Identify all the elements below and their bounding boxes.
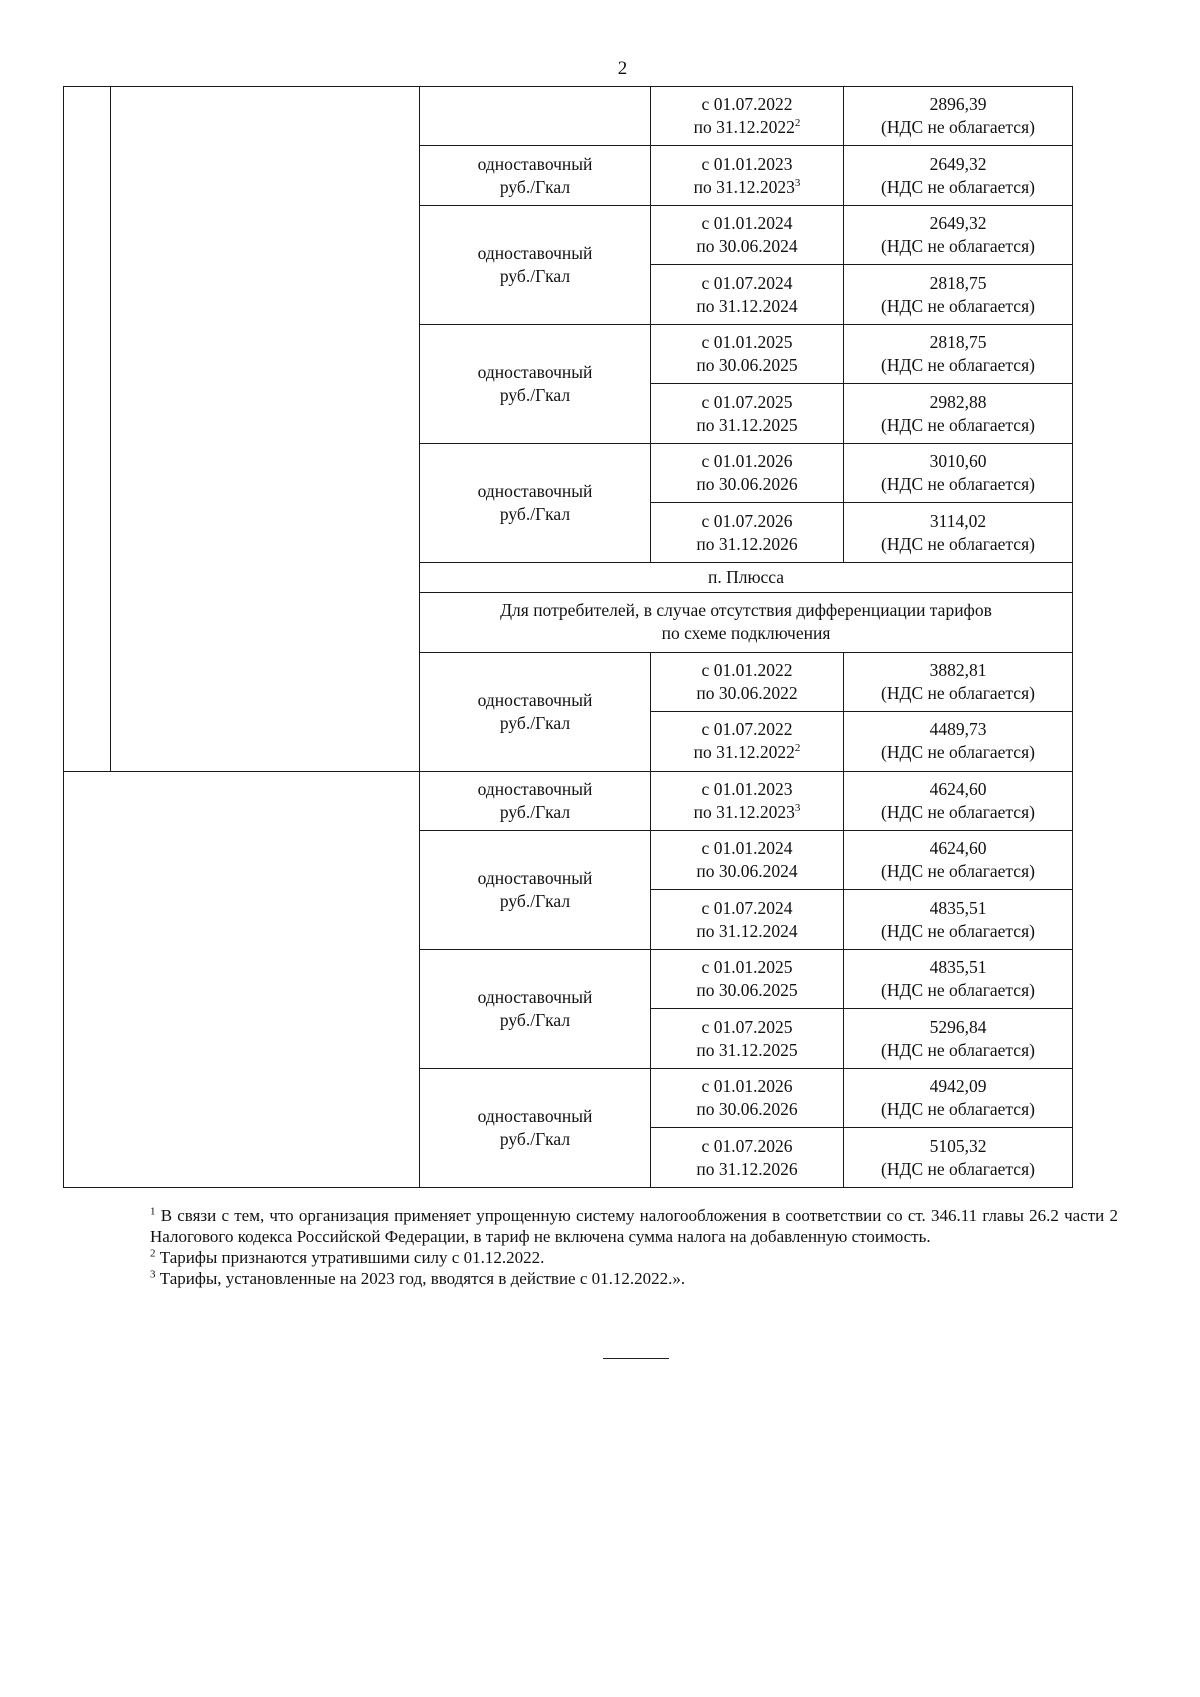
period-cell: с 01.07.2024 по 31.12.2024 xyxy=(651,890,844,949)
rate-type-cell: одноставочный руб./Гкал xyxy=(420,652,651,771)
tariff-value-cell: 4624,60 (НДС не облагается) xyxy=(844,830,1073,889)
period-cell: с 01.07.2024 по 31.12.2024 xyxy=(651,265,844,324)
tariff-value-cell: 2818,75 (НДС не облагается) xyxy=(844,265,1073,324)
footnote: $^2$ Тарифы признаются утратившими силу с 01.12.2022. xyxy=(150,1247,545,1267)
blank-column-b xyxy=(111,87,420,772)
rate-type-cell: одноставочный руб./Гкал xyxy=(420,324,651,443)
rate-type-cell: одноставочный руб./Гкал xyxy=(420,771,651,830)
period-cell: с 01.07.2025 по 31.12.2025 xyxy=(651,1009,844,1068)
tariff-value-cell: 5296,84 (НДС не облагается) xyxy=(844,1009,1073,1068)
period-cell: с 01.01.2023 по 31.12.2023$^3$ xyxy=(651,771,844,830)
table-row xyxy=(64,87,1073,146)
footnote: $^3$ Тарифы, установленные на 2023 год, вводятся в действие с 01.12.2022.». xyxy=(150,1268,686,1288)
tariff-value-cell: 2649,32 (НДС не облагается) xyxy=(844,146,1073,205)
tariff-value-cell: 4624,60 (НДС не облагается) xyxy=(844,771,1073,830)
rate-type-cell: одноставочный руб./Гкал xyxy=(420,949,651,1068)
section-title: п. Плюсса xyxy=(420,562,1073,592)
period-cell: с 01.01.2026 по 30.06.2026 xyxy=(651,1068,844,1127)
period-cell: с 01.07.2026 по 31.12.2026 xyxy=(651,1128,844,1188)
tariff-value-cell: 3010,60 (НДС не облагается) xyxy=(844,443,1073,502)
period-cell: с 01.07.2025 по 31.12.2025 xyxy=(651,384,844,443)
period-cell: с 01.01.2025 по 30.06.2025 xyxy=(651,324,844,383)
tariff-table xyxy=(63,86,1073,1188)
tariff-value-cell: 2982,88 (НДС не облагается) xyxy=(844,384,1073,443)
tariff-value-cell: 3114,02 (НДС не облагается) xyxy=(844,503,1073,562)
period-cell: с 01.07.2022 по 31.12.2022$^2$ xyxy=(651,712,844,771)
period-cell: с 01.01.2026 по 30.06.2026 xyxy=(651,443,844,502)
tariff-value-cell: 2649,32 (НДС не облагается) xyxy=(844,205,1073,264)
period-cell: с 01.01.2025 по 30.06.2025 xyxy=(651,949,844,1008)
tariff-value-cell: 4835,51 (НДС не облагается) xyxy=(844,890,1073,949)
period-cell: с 01.07.2026 по 31.12.2026 xyxy=(651,503,844,562)
blank-left-area xyxy=(64,771,420,1187)
tariff-value-cell: 4835,51 (НДС не облагается) xyxy=(844,949,1073,1008)
tariff-value-cell: 2818,75 (НДС не облагается) xyxy=(844,324,1073,383)
tariff-value-cell: 2896,39 (НДС не облагается) xyxy=(844,87,1073,146)
rate-type-cell: одноставочный руб./Гкал xyxy=(420,205,651,324)
period-cell: с 01.01.2023 по 31.12.2023$^3$ xyxy=(651,146,844,205)
tariff-value-cell: 4942,09 (НДС не облагается) xyxy=(844,1068,1073,1127)
rate-type-cell: одноставочный руб./Гкал xyxy=(420,1068,651,1187)
page-number: 2 xyxy=(617,58,628,79)
footnote: $^1$ В связи с тем, что организация применяет упрощенную систему налогообложения в соответствии со ст. 346.11 главы 26.2 части 2 Налогового кодекса Российской Федерации, в тариф не включена сумма налога на добавленную стоимость. xyxy=(150,1205,1118,1246)
period-cell: с 01.01.2022 по 30.06.2022 xyxy=(651,652,844,711)
rate-type-cell-empty xyxy=(420,87,651,146)
rate-type-cell: одноставочный руб./Гкал xyxy=(420,830,651,949)
tariff-value-cell: 3882,81 (НДС не облагается) xyxy=(844,652,1073,711)
footnotes xyxy=(150,1205,1118,1289)
period-cell: с 01.01.2024 по 30.06.2024 xyxy=(651,205,844,264)
tariff-value-cell: 5105,32 (НДС не облагается) xyxy=(844,1128,1073,1188)
table-row xyxy=(64,771,1073,830)
tariff-value-cell: 4489,73 (НДС не облагается) xyxy=(844,712,1073,771)
blank-column-a xyxy=(64,87,111,772)
rate-type-cell: одноставочный руб./Гкал xyxy=(420,146,651,205)
period-cell: с 01.01.2024 по 30.06.2024 xyxy=(651,830,844,889)
period-cell: с 01.07.2022 по 31.12.2022$^2$ xyxy=(651,87,844,146)
end-rule xyxy=(603,1358,669,1359)
section-subtitle: Для потребителей, в случае отсутствия дифференциации тарифов по схеме подключения xyxy=(420,593,1073,652)
rate-type-cell: одноставочный руб./Гкал xyxy=(420,443,651,562)
